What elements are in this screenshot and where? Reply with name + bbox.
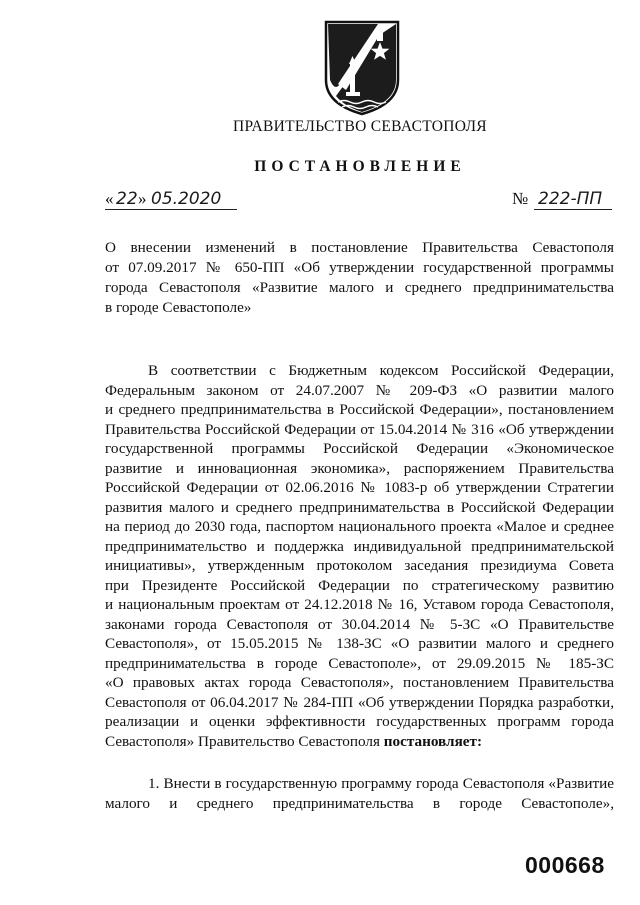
body-line: «О правовых актах города Севастополя», постановлением Правительства: [105, 674, 614, 691]
government-name: ПРАВИТЕЛЬСТВО СЕВАСТОПОЛЯ: [233, 118, 487, 135]
sevastopol-coat-of-arms-icon: [322, 20, 402, 116]
document-type-title: ПОСТАНОВЛЕНИЕ: [254, 158, 466, 175]
body-last-line: [105, 732, 614, 752]
body-last-line-text: Севастополя» Правительство Севастополя: [105, 732, 384, 750]
body-line: инициативы», утвержденным протоколом заседания президиума Совета: [105, 557, 614, 574]
body-line: Севастополя от 06.04.2017 № 284-ПП «Об утверждении Порядка разработки,: [105, 693, 614, 711]
date-close-quote: »: [138, 189, 147, 208]
body-line: реализации и оценки эффективности государственных программ города: [105, 713, 614, 730]
subject-line: города Севастополя «Развитие малого и среднего предпринимательства: [105, 279, 614, 296]
body-line: и национальным проектам от 24.12.2018 № 16, Уставом города Севастополя,: [105, 596, 614, 613]
document-date: [105, 186, 237, 212]
number-value: 222-ПП: [538, 189, 603, 209]
point-line: малого и среднего предпринимательства в городе Севастополе»,: [105, 795, 614, 812]
body-line: государственной программы Российской Федерации «Экономическое: [105, 440, 614, 457]
body-line: Правительства Российской Федерации от 15.04.2014 № 316 «Об утверждении: [105, 420, 614, 438]
document-number: [512, 186, 614, 212]
body-line: при Президенте Российской Федерации по стратегическому развитию: [105, 576, 614, 594]
serial-number: 000668: [525, 852, 605, 878]
subject-line: О внесении изменений в постановление Правительства Севастополя: [105, 239, 614, 256]
body-line: предпринимательство и поддержка индивидуальной предпринимательской: [105, 537, 614, 555]
subject-line: от 07.09.2017 № 650-ПП «Об утверждении государственной программы: [105, 259, 614, 276]
date-month-year: 05.2020: [151, 189, 222, 209]
number-sign: №: [512, 189, 529, 208]
date-underline: [105, 209, 237, 210]
body-line: предпринимательства в городе Севастополе», от 29.09.2015 № 185-ЗС: [105, 654, 614, 672]
body-line: развитие и инновационная экономика», распоряжением Правительства: [105, 459, 614, 477]
body-line: Севастополя», от 15.05.2015 № 138-ЗС «О развитии малого и среднего: [105, 635, 614, 652]
body-line: В соответствии с Бюджетным кодексом Российской Федерации,: [148, 362, 614, 379]
resolves-keyword: постановляет:: [383, 732, 483, 750]
subject-line: в городе Севастополе»: [105, 299, 252, 316]
body-line: Федеральным законом от 24.07.2007 № 209-ФЗ «О развитии малого: [105, 381, 614, 399]
body-line: развития малого и среднего предпринимательства в Российской Федерации: [105, 498, 614, 516]
body-line: на период до 2030 года, паспортом национального проекта «Малое и среднее: [105, 518, 614, 535]
date-day: 22: [116, 189, 138, 209]
body-line: законами города Севастополя от 30.04.2014 № 5-ЗС «О Правительстве: [105, 615, 614, 633]
date-open-quote: «: [105, 189, 114, 208]
body-line: и среднего предпринимательства в Российской Федерации», постановлением: [105, 401, 614, 418]
point-line: 1. Внести в государственную программу города Севастополя «Развитие: [148, 775, 614, 792]
body-line: Российской Федерации от 02.06.2016 № 1083-р об утверждении Стратегии: [105, 479, 614, 496]
number-underline: [534, 209, 612, 210]
